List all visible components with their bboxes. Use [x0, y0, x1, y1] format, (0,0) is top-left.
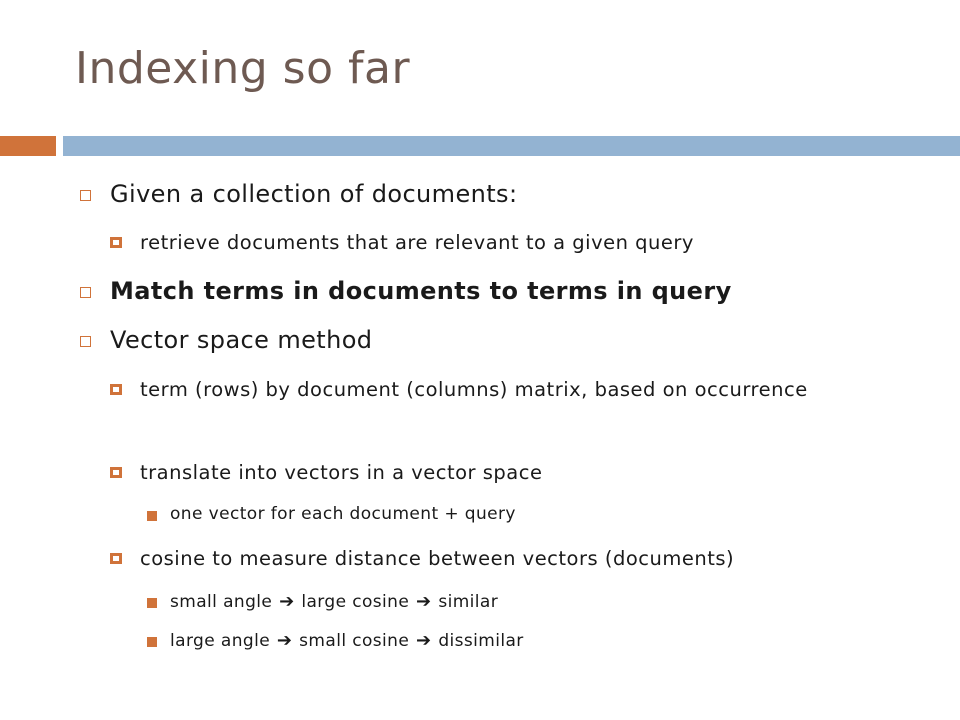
bullet-text — [170, 630, 524, 651]
framed-square-bullet-icon — [110, 384, 122, 395]
right-arrow-icon: ➔ — [416, 630, 432, 651]
bullet-text-part: large angle — [170, 631, 271, 651]
bullet-text-part: small angle — [170, 592, 273, 612]
bullet-text-part: similar — [438, 592, 499, 612]
bullet-text: retrieve documents that are relevant to a given query — [140, 231, 694, 254]
right-arrow-icon: ➔ — [416, 591, 432, 612]
bullet-text-part: large cosine — [301, 592, 410, 612]
framed-square-bullet-icon — [110, 237, 122, 248]
filled-square-bullet-icon — [147, 637, 157, 647]
bullet-text — [170, 591, 498, 612]
right-arrow-icon: ➔ — [279, 591, 295, 612]
bullet-text-part: small cosine — [299, 631, 410, 651]
bullet-text: Given a collection of documents: — [110, 180, 518, 208]
accent-bar-left — [0, 136, 56, 156]
right-arrow-icon: ➔ — [276, 630, 293, 651]
bullet-text: cosine to measure distance between vectors (documents) — [140, 547, 735, 570]
bullet-text: Match terms in documents to terms in query — [110, 277, 732, 305]
framed-square-bullet-icon — [110, 467, 122, 478]
hollow-square-bullet-icon — [80, 287, 91, 298]
filled-square-bullet-icon — [147, 598, 157, 608]
bullet-text-part: dissimilar — [438, 631, 524, 651]
bullet-text: Vector space method — [110, 326, 373, 354]
hollow-square-bullet-icon — [80, 336, 91, 347]
framed-square-bullet-icon — [110, 553, 122, 564]
bullet-text: one vector for each document + query — [170, 504, 516, 524]
bullet-text: term (rows) by document (columns) matrix, based on occurrence — [140, 378, 808, 401]
bullet-text: translate into vectors in a vector space — [140, 461, 543, 484]
filled-square-bullet-icon — [147, 511, 157, 521]
hollow-square-bullet-icon — [80, 190, 91, 201]
accent-bar-right — [63, 136, 960, 156]
slide-title: Indexing so far — [75, 43, 411, 94]
